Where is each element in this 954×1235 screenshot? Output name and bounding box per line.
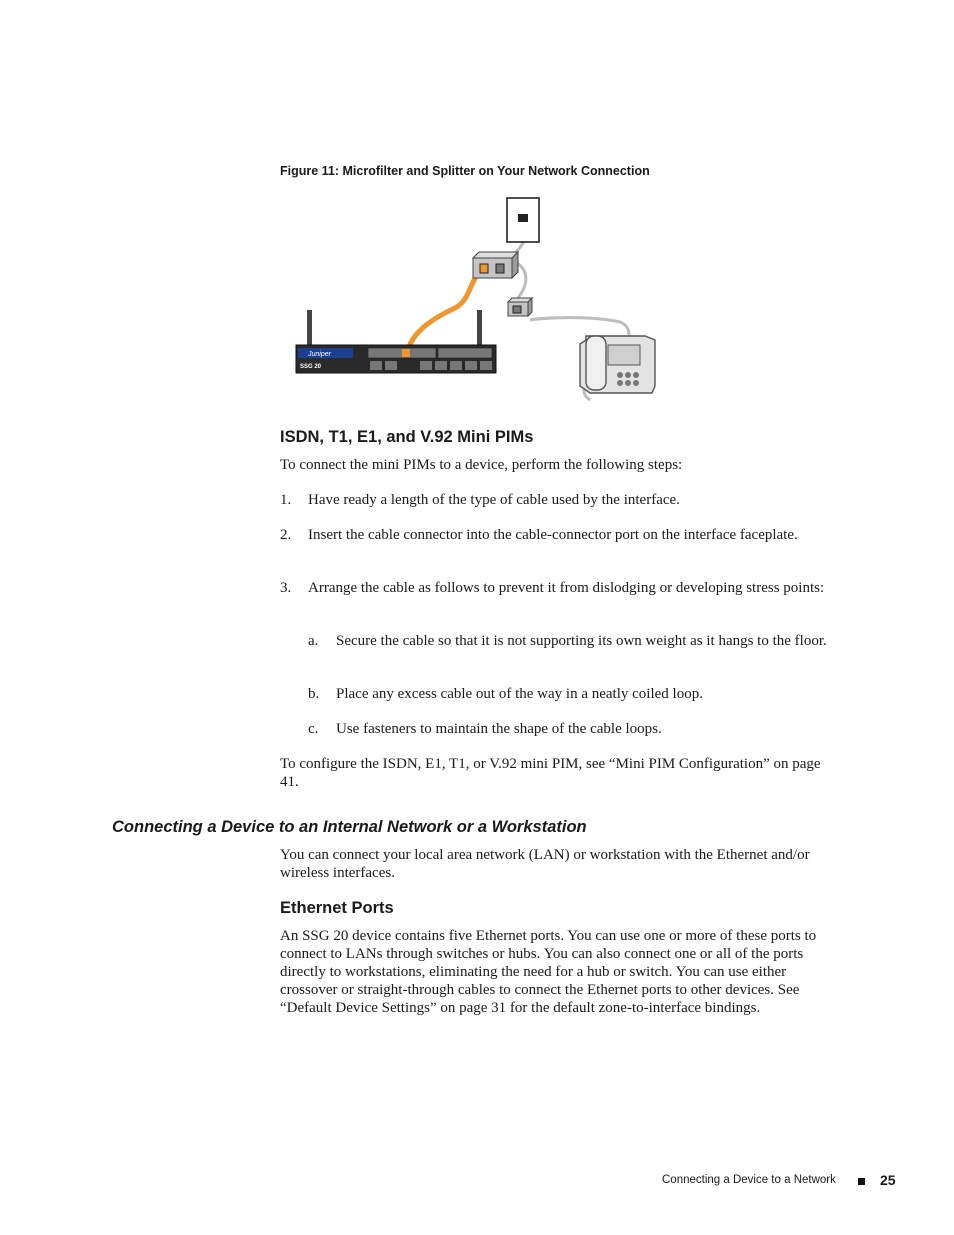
ssg-device xyxy=(296,310,496,373)
telephone xyxy=(580,336,655,393)
intro-paragraph: To connect the mini PIMs to a device, perform the following steps: xyxy=(280,457,683,473)
splitter xyxy=(473,252,518,278)
list-item xyxy=(280,579,840,615)
step-number: 3. xyxy=(280,580,292,596)
substep-letter: c. xyxy=(308,721,319,737)
device-brand-label: Juniper xyxy=(308,351,331,358)
page-number: 25 xyxy=(880,1172,896,1188)
step-number: 2. xyxy=(280,527,292,543)
closing-paragraph: To configure the ISDN, E1, T1, or V.92 mini PIM, see “Mini PIM Configuration” on page 41. xyxy=(280,756,821,790)
substep-text: Place any excess cable out of the way in a neatly coiled loop. xyxy=(336,686,703,702)
list-item xyxy=(308,720,838,738)
section-heading-mini-pims: ISDN, T1, E1, and V.92 Mini PIMs xyxy=(280,428,534,446)
dsl-cable xyxy=(407,268,482,355)
list-item xyxy=(308,685,838,703)
list-item xyxy=(280,491,840,509)
section-heading-ethernet-ports: Ethernet Ports xyxy=(280,899,394,917)
footer-bullet-icon xyxy=(858,1178,865,1185)
network-connection-figure xyxy=(290,190,670,410)
wall-jack xyxy=(507,198,539,242)
substep-text: Use fasteners to maintain the shape of the cable loops. xyxy=(336,721,662,737)
list-item xyxy=(308,632,838,668)
step-number: 1. xyxy=(280,492,292,508)
substep-letter: a. xyxy=(308,633,319,649)
ethernet-ports-paragraph: An SSG 20 device contains five Ethernet ports. You can use one or more of these ports to connect to LANs through switches or hubs. You can also connect one or all of the ports directly to workstations, eliminating the need for a hub or switch. You can use either crossover or straight-through cables to connect the Ethernet ports to other devices. See “Default Device Settings” on page 31 for the default zone-to-interface bindings. xyxy=(280,928,817,1016)
step-text: Arrange the cable as follows to prevent it from dislodging or developing stress points: xyxy=(308,580,825,596)
step-text: Have ready a length of the type of cable used by the interface. xyxy=(308,492,680,508)
substep-letter: b. xyxy=(308,686,320,702)
device-model-label: SSG 20 xyxy=(300,364,322,370)
internal-network-paragraph: You can connect your local area network (LAN) or workstation with the Ethernet and/or wireless interfaces. xyxy=(280,847,810,881)
list-item xyxy=(280,526,840,562)
section-heading-internal-network: Connecting a Device to an Internal Network or a Workstation xyxy=(112,818,587,836)
footer-section-title: Connecting a Device to a Network xyxy=(662,1174,836,1186)
substep-text: Secure the cable so that it is not supporting its own weight as it hangs to the floor. xyxy=(336,633,827,649)
figure-caption: Figure 11: Microfilter and Splitter on Your Network Connection xyxy=(280,164,650,178)
step-text: Insert the cable connector into the cable-connector port on the interface faceplate. xyxy=(308,527,798,543)
microfilter xyxy=(508,298,532,316)
